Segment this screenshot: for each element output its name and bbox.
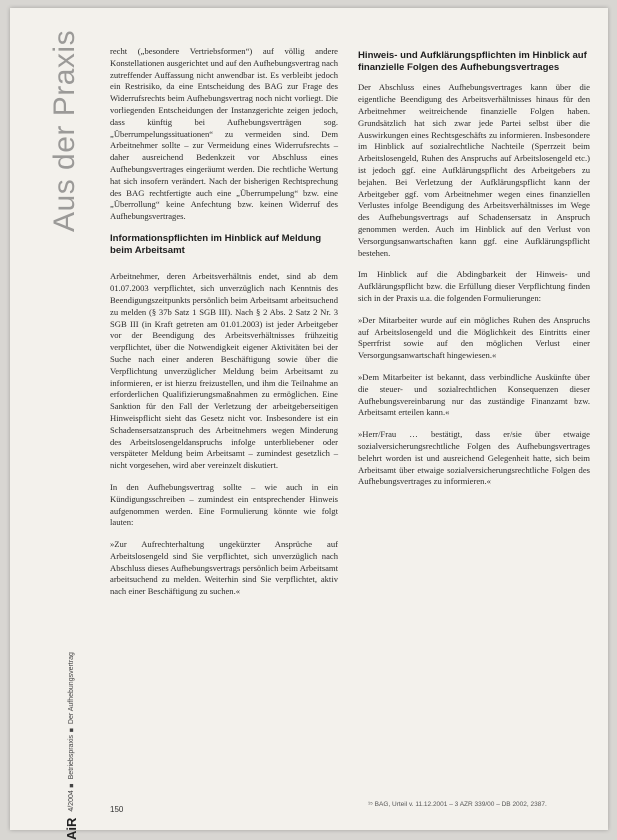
journal-issue-line: 4/2004 ■ Betriebspraxis ■ Der Aufhebungsvertrag xyxy=(68,652,75,812)
section-heading: Informationspflichten im Hinblick auf Meldung beim Arbeitsamt xyxy=(110,232,322,257)
quoted-clause: »Zur Aufrechterhaltung ungekürzter Ansprüche auf Arbeitslosengeld sind Sie verpflichtet, sich unverzüglich nach Abschluss dieses Aufhebungsvertrags persönlich beim Arbeitsamt arbeitsuchend zu melden. Weiterhin sind Sie verpflichtet, aktiv nach einer Beschäftigung zu suchen.« xyxy=(110,539,338,597)
quoted-clause: »Herr/Frau … bestätigt, dass er/sie über etwaige sozialversicherungsrechtliche Folgen des Aufhebungsvertrages belehrt worden ist und ausreichend Gelegenheit hatte, sich beim Arbeitsamt über etwaige sozialversicherungsrechtliche Folgen des Aufhebungsvertrages zu informieren.« xyxy=(358,429,590,487)
quoted-clause: »Dem Mitarbeiter ist bekannt, dass verbindliche Auskünfte über die steuer- und sozialrechtlichen Konsequenzen dieser Aufhebungsvereinbarung nur das zuständige Finanzamt bzw. Arbeitsamt erteilen kann.« xyxy=(358,371,590,418)
paragraph: recht („besondere Vertriebsformen“) auf völlig andere Konstellationen ausgerichtet und auf den Aufhebungsvertrag nach zutreffender Auffassung nicht anwendbar ist. Es verbleibt jedoch ein Restrisiko, da eine Entscheidung des BAG zur Frage des Widerrufsrechts beim Aufhebungsvertrag noch nicht vorliegt. Die vorliegenden Entscheidungen der Instanzgerichte zeigen jedoch, dass künftig bei Aufhebungsverträgen sog. „Überrumpelungssituationen“ zu vermeiden sind. Dem Arbeitnehmer sollte – zur Vermeidung eines Widerrufsrechts – daher ausreichend Bedenkzeit vor Abschluss eines Aufhebungsvertrages eingeräumt werden. Die rechtliche Wertung hat sich insofern verändert. Nach der bisherigen Rechtsprechung des BAG rechtfertigte auch eine „Überrumpelung“ bzw. eine „Überrollung“ keine Anfechtung bzw. keinen Widerruf des Aufhebungsvertrages. xyxy=(110,46,338,222)
journal-margin-label xyxy=(64,652,86,840)
paragraph: Der Abschluss eines Aufhebungsvertrages kann über die eigentliche Beendigung des Arbeitsverhältnisses hinaus für den Arbeitnehmer weitreichende finanzielle Folgen haben. Grundsätzlich hat sich zwar jede Partei selbst über die Auswirkungen eines Rechtsgeschäfts zu informieren. Insbesondere im Hinblick auf sozialrechtliche Nachteile (Sperrzeit beim Arbeitslosengeld, Ruhen des Anspruchs auf Arbeitslosengeld etc.) ist jedoch ggf. eine Aufklärungspflicht des Arbeitgebers zu bejahen. Bei Verletzung der Aufklärungspflicht kann der Arbeitgeber ggf. vom Arbeitnehmer wegen eines finanziellen Verlustes infolge Beendigung des Arbeitsverhältnisses im Wege des Aufhebungsvertrags auf Schadensersatz in Anspruch genommen werden. Auch im Hinblick auf den Verlust von Versorgungsanwartschaften kann ggf. eine Aufklärungspflicht bestehen. xyxy=(358,82,590,258)
section-heading: Hinweis- und Aufklärungspflichten im Hinblick auf finanzielle Folgen des Aufhebungsvertrages xyxy=(358,50,587,74)
quoted-clause: »Der Mitarbeiter wurde auf ein mögliches Ruhen des Anspruchs auf Arbeitslosengeld und die Möglichkeit des Eintritts einer Sperrfrist sowie auf den möglichen Verlust einer Versorgungsanwartschaft hingewiesen.« xyxy=(358,314,590,361)
paragraph: Im Hinblick auf die Abdingbarkeit der Hinweis- und Aufklärungspflicht bzw. die Erfüllung dieser Verpflichtung finden sich in der Praxis u.a. die folgenden Formulierungen: xyxy=(358,269,590,303)
page-number: 150 xyxy=(110,805,124,814)
document-page xyxy=(10,8,608,840)
journal-logo: AiR xyxy=(64,817,79,840)
footnote: ¹⁵ BAG, Urteil v. 11.12.2001 – 3 AZR 339/00 – DB 2002, 2387. xyxy=(368,801,547,808)
paragraph: In den Aufhebungsvertrag sollte – wie auch in ein Kündigungsschreiben – zumindest ein entsprechender Hinweis aufgenommen werden. Eine Formulierung könnte wie folgt lauten: xyxy=(110,481,338,528)
left-column xyxy=(110,46,338,608)
right-column xyxy=(358,50,590,498)
paragraph: Arbeitnehmer, deren Arbeitsverhältnis endet, sind ab dem 01.07.2003 verpflichtet, sich unverzüglich nach Kenntnis des Beendigungszeitpunkts persönlich beim Arbeitsamt arbeitsuchend zu melden (§ 37b Satz 1 SGB III). Nach § 2 Abs. 2 Satz 2 Nr. 3 SGB III (in Kraft getreten am 01.01.2003) ist jeder Arbeitgeber vor der Beendigung des Arbeitsverhältnisses frühzeitig verpflichtet, über die Notwendigkeit eigener Aktivitäten bei der Suche nach einer anderen Beschäftigung sowie über die Verpflichtung unverzüglicher Meldung beim Arbeitsamt zu informieren, er ist hierzu freizustellen, und ihm die Teilnahme an erforderlichen Qualifizierungsmaßnahmen zu ermöglichen. Eine Sanktion für den Fall der Verletzung der arbeitgeberseitigen Hinweispflicht sieht das Gesetz nicht vor. Insbesondere ist ein Schadensersatzanspruch des Arbeitnehmers wegen Minderung des Arbeitslosengeldanspruchs infolge unterbliebener oder verspäteter Meldung beim Arbeitsamt – zumindest gesetzlich – nicht vorgesehen, wird aber vereinzelt diskutiert. xyxy=(110,271,338,471)
section-title-vertical: Aus der Praxis xyxy=(48,30,81,233)
